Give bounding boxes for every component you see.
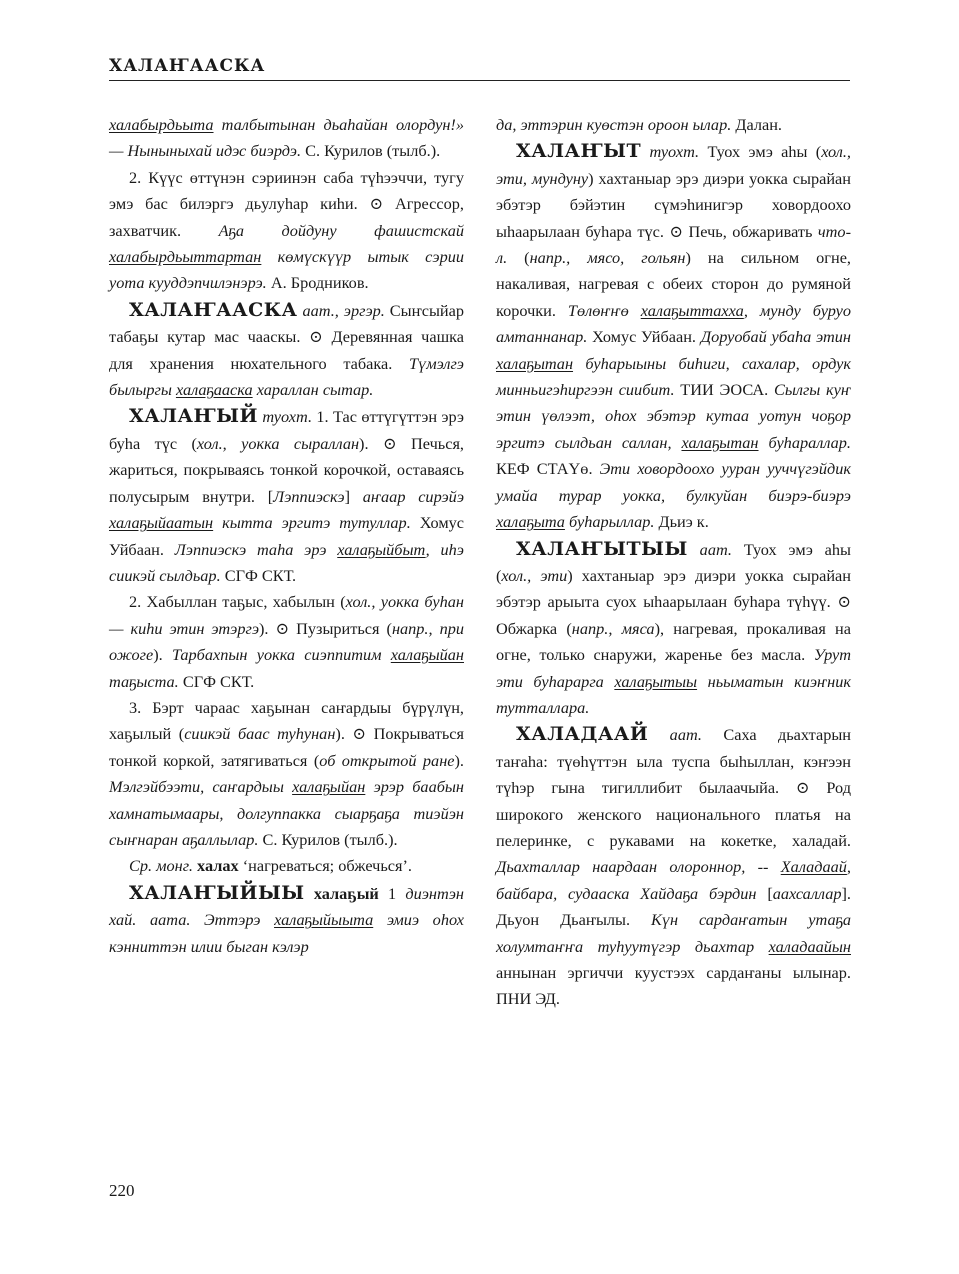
headword: ХАЛАДААЙ	[516, 723, 649, 746]
dictionary-entry: ХАЛАҤААСКА аат., эргэр. Сыҥсыйар табаҕы кутар мас чааскы. ⊙ Деревянная чашка для хранения нюхательного табака. Түмэлгэ былыргы халаҕааска хараллан сытар.	[109, 298, 464, 400]
page-number: 220	[109, 1181, 135, 1200]
entry-sense: 2. Хабыллан таҕыс, хабылын (хол., уокка буһан — киһи этин этэргэ). ⊙ Пузыриться (напр., при ожоге). Тарбахпын уокка сиэппитим халаҕыйан таҕыста. СГФ СКТ.	[109, 592, 464, 691]
dictionary-entry: ХАЛАҤЫТЫЫ аат. Туох эмэ аһы (хол., эти) хахтаныар эрэ диэри уокка сырайан эбэтэр арыыта суох ыһаарылаан буһара түһүү. ⊙ Обжарка (напр., мяса), нагревая, прокаливая на огне, только снаружи, жаренье без масла. Урут эти буһарарга халаҕытыы ньыматын киэҥник тутталлара.	[496, 537, 851, 717]
running-header	[109, 56, 850, 81]
entry-continuation: да, эттэрин куөстэн ороон ылар. Далан.	[496, 115, 782, 134]
dictionary-entry: ХАЛАҤЫЙ туохт. 1. Тас өттүгүттэн эрэ буһа түс (хол., уокка сыраллан). ⊙ Печься, жариться, покрываясь тонкой корочкой, оставаясь полусырым внутри. [Лэппиэскэ] аҥаар сирэйэ халаҕыйаатын кытта эргитэ тутуллар. Хомус Уйбаан. Лэппиэскэ таһа эрэ халаҕыйбыт, иһэ сиикэй сылдьар. СГФ СКТ.	[109, 405, 465, 585]
header-title: ХАЛАҤААСКА	[109, 56, 266, 76]
left-column	[109, 112, 464, 960]
entry-sense: 3. Бэрт чараас хаҕынан саҥардыы бүрүлүн, хаҕылый (сиикэй баас туһунан). ⊙ Покрываться тонкой коркой, затягиваться (об открытой ране). Мэлгэйбээти, саҥардыы халаҕыйан эрэр баабын хамнатымаары, долгуппакка сыарҕаҕа тиэйэн сыҥнаран аҕаллылар. С. Курилов (тылб.).	[109, 697, 465, 849]
dictionary-entry: ХАЛАДААЙ аат. Саха дьахтарын таҥаһа: түөһүттэн ыла туспа быһыллан, кэҥээн түһэр гына тигиллибит былаачыйа. ⊙ Род широкого женского национального платья на пелеринке, с рукавами на кокетке, халадай. Дьахталлар наардаан олороннор, -- Халадаай, байбара, судааска Хайдаҕа бэрдин [аахсаллар]. Дьуон Дьаҥылы. Күн сардаҥатын утаҕа холумтаҥҥа туһуутүгэр дьахтар халадаайын аннынан эргиччи куустээх сардаҥаны ылынар. ПНИ ЭД.	[496, 723, 851, 1009]
etymology-note: Ср. монг. халах ‘нагреваться; обжечься’.	[129, 856, 412, 876]
headword: ХАЛАҤЫТ	[516, 140, 642, 163]
entry-sense: 2. Күүс өттүнэн сэриинэн саба түһээччи, тугу эмэ бас билэргэ дьулуһар киһи. ⊙ Агрессор, захватчик. Аҕа дойдуну фашистскай халабырдьыттартан көмүскүүр ытык сэрии уота кууддэпчилэнэрэ. А. Бродников.	[109, 167, 464, 293]
dictionary-entry: ХАЛАҤЫЙЫЫ халаҕый 1 диэнтэн хай. аата. Эттэрэ халаҕыйыыта эмиэ оһох кэнниттэн илии быган кэлэр	[109, 881, 464, 956]
headword: ХАЛАҤААСКА	[129, 298, 298, 321]
headword: ХАЛАҤЫЙЫЫ	[129, 881, 305, 904]
headword: ХАЛАҤЫТЫЫ	[516, 537, 688, 560]
right-column	[496, 112, 851, 1013]
headword: ХАЛАҤЫЙ	[129, 405, 258, 428]
entry-continuation: халабырдьыта талбытынан дьаһайан олордун!» — Ныныныхай идэс биэрдэ. С. Курилов (тылб.).	[109, 115, 464, 161]
dictionary-entry: ХАЛАҤЫТ туохт. Туох эмэ аһы (хол., эти, мундуну) хахтаныар эрэ диэри уокка сырайан эбэтэр бэйэтин сүмэһинигэр ховордоохо ыһаарылаан буһара түс. ⊙ Печь, обжаривать что-л. (напр., мясо, гольян) на сильном огне, накаливая, нагревая с обеих сторон до румяной корочки. Төлөҥҥө халаҕыттахха, мунду буруо амтаннанар. Хомус Уйбаан. Доруобай убаһа этин халаҕытан буһарыыны биһиги, сахалар, ордук минньигэһиргээн сиибит. ТИИ ЭОСА. Сылгы куҥ этин үөлээт, оһох эбэтэр кутаа уотун чоҕор эргитэ сылдьан саллан, халаҕытан буһараллар. КЕФ СТАҮө. Эти ховордоохо ууран ууччүгэйдик умайа турар уокка, булкуйан биэрэ-биэрэ халаҕыта буһарыллар. Дьиэ к.	[496, 140, 852, 532]
